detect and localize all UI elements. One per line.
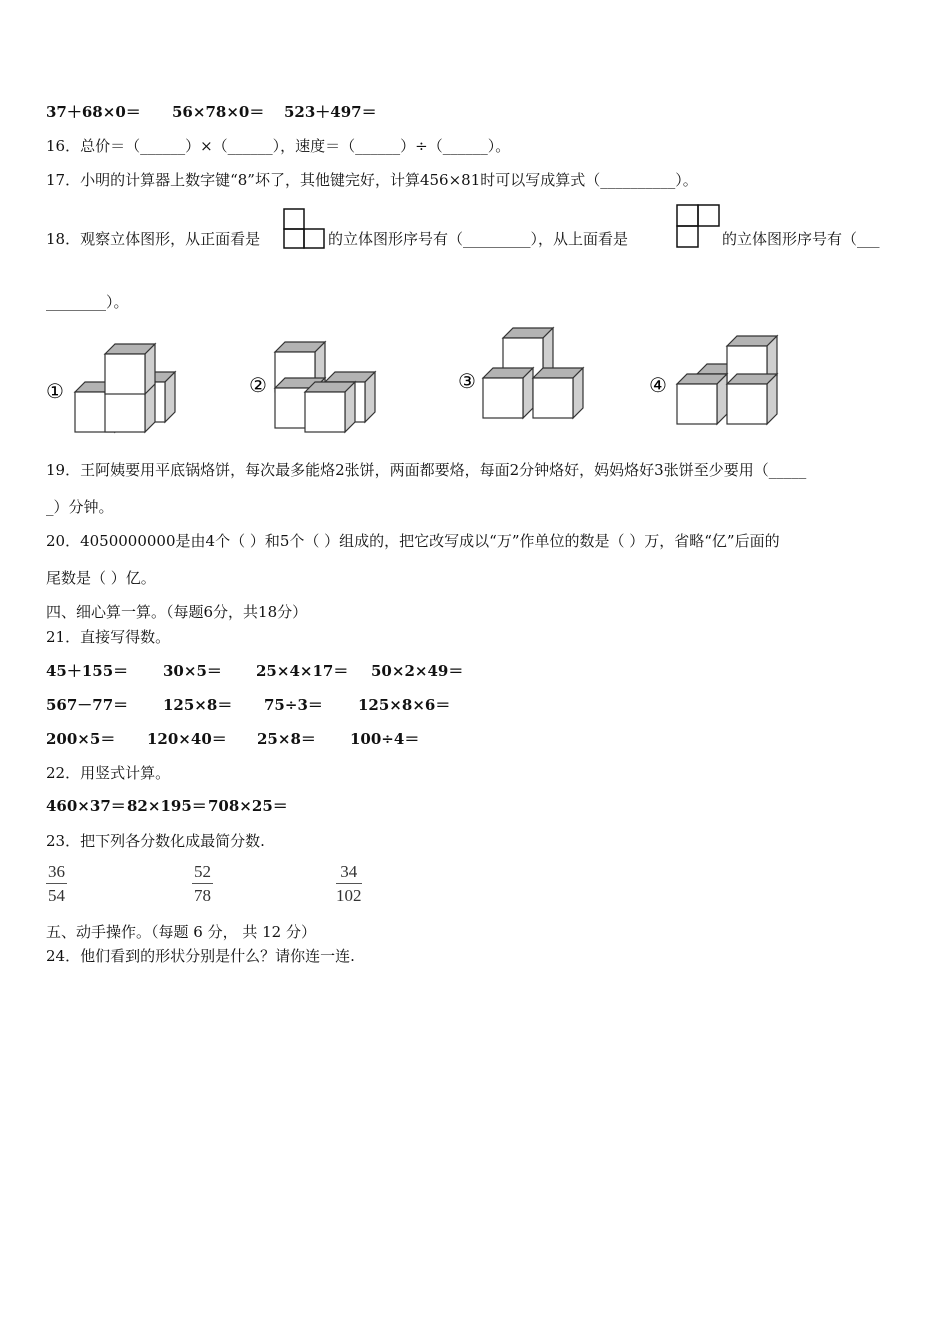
figure-2	[249, 342, 375, 432]
front-view-shape-icon	[283, 208, 325, 250]
q15-expr-2: 56×78×0＝	[172, 103, 265, 121]
q18-part1: 18．观察立体图形，从正面看是	[46, 230, 261, 248]
q21-item: 45＋155＝	[46, 662, 129, 680]
fraction-1-numerator: 36	[46, 861, 67, 884]
q21-item: 25×8＝	[257, 730, 316, 748]
figure-label-4: ④	[649, 373, 667, 397]
q21-item: 120×40＝	[147, 730, 227, 748]
q21-item: 567－77＝	[46, 696, 129, 714]
q15-expr-3: 523＋497＝	[284, 103, 377, 121]
section-5-heading: 五、动手操作。（每题 6 分， 共 12 分）	[46, 923, 316, 941]
q21-item: 200×5＝	[46, 730, 116, 748]
q24-title: 24．他们看到的形状分别是什么？请你连一连.	[46, 947, 355, 965]
top-view-shape-icon	[676, 204, 720, 248]
q18-part2: 的立体图形序号有（_________），从上面看是	[328, 230, 629, 248]
q18-line2: ________）。	[46, 293, 129, 311]
figure-label-3: ③	[458, 369, 476, 393]
q22-item: 460×37＝	[46, 797, 126, 815]
figure-label-1: ①	[46, 379, 64, 403]
q20-line1: 20．4050000000是由4个（ ）和5个（ ）组成的，把它改写成以“万”作单位的数是（ ）万，省略“亿”后面的	[46, 532, 780, 550]
q21-item: 30×5＝	[163, 662, 222, 680]
question-17: 17．小明的计算器上数字键“8”坏了，其他键完好，计算456×81时可以写成算式（__________）。	[46, 171, 698, 189]
fraction-2	[192, 861, 213, 908]
section-4-heading: 四、细心算一算。（每题6分，共18分）	[46, 603, 308, 621]
question-16: 16．总价＝（______）×（______），速度＝（______）÷（______）。	[46, 137, 511, 155]
q22-item: 708×25＝	[208, 797, 288, 815]
figure-label-2: ②	[249, 373, 267, 397]
q19-line2: _）分钟。	[46, 498, 114, 516]
fraction-3-numerator: 34	[336, 861, 362, 884]
q23-title: 23．把下列各分数化成最简分数.	[46, 832, 265, 850]
fraction-1	[46, 861, 67, 908]
q21-item: 75÷3＝	[264, 696, 323, 714]
fraction-1-denominator: 54	[48, 886, 65, 905]
fraction-2-denominator: 78	[194, 886, 211, 905]
figure-4	[649, 336, 777, 424]
q21-item: 25×4×17＝	[256, 662, 349, 680]
q20-line2: 尾数是（ ）亿。	[46, 569, 156, 587]
q21-row-1	[46, 661, 463, 681]
q15-expressions	[46, 102, 377, 122]
q22-items	[46, 796, 288, 816]
q21-item: 100÷4＝	[350, 730, 420, 748]
q18-part3: 的立体图形序号有（___	[722, 230, 880, 248]
cube-figures	[40, 318, 900, 436]
q15-expr-1: 37＋68×0＝	[46, 103, 141, 121]
fraction-3-denominator: 102	[336, 886, 362, 905]
q19-line1: 19．王阿姨要用平底锅烙饼，每次最多能烙2张饼，两面都要烙，每面2分钟烙好，妈妈烙好3张饼至少要用（_____	[46, 461, 807, 479]
q22-item: 82×195＝	[127, 797, 207, 815]
fraction-3	[336, 861, 362, 908]
q21-item: 125×8×6＝	[358, 696, 451, 714]
q21-row-3	[46, 729, 419, 749]
q22-title: 22．用竖式计算。	[46, 764, 171, 782]
figure-3	[458, 328, 583, 418]
fraction-2-numerator: 52	[192, 861, 213, 884]
q21-title: 21．直接写得数。	[46, 628, 171, 646]
q21-item: 50×2×49＝	[371, 662, 464, 680]
q21-item: 125×8＝	[163, 696, 233, 714]
q21-row-2	[46, 695, 450, 715]
figure-1	[46, 344, 175, 432]
question-18-line1	[46, 229, 260, 249]
